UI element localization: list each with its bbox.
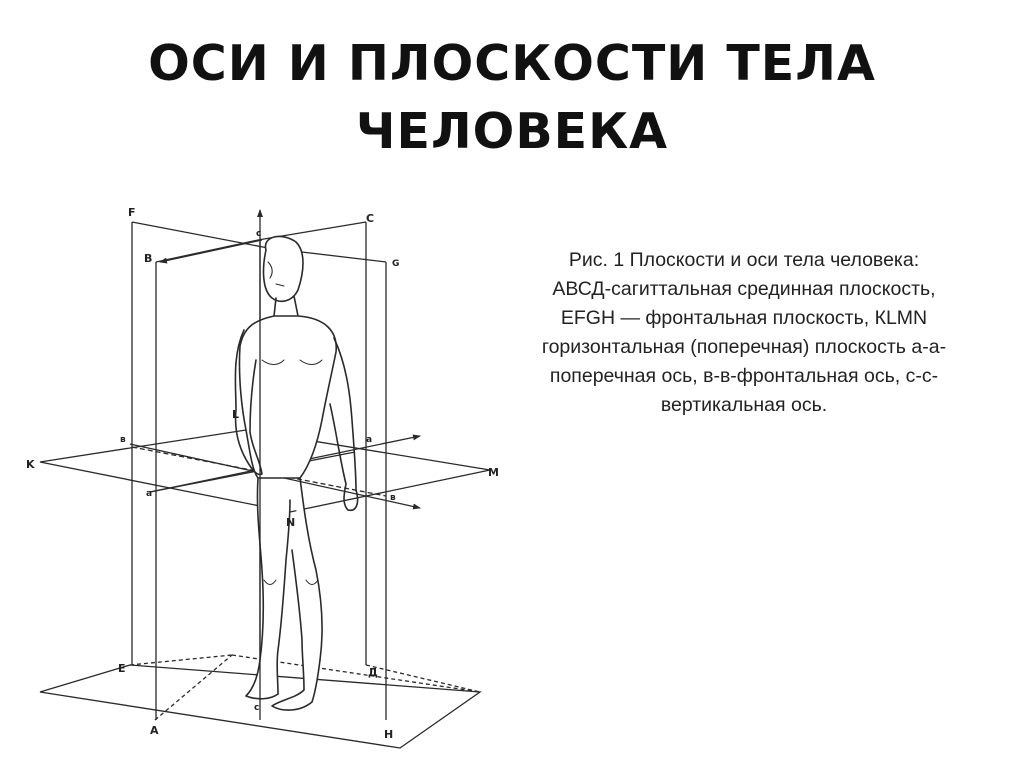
caption-line-6: вертикальная ось. (660, 394, 828, 416)
page-title-line-1: ОСИ И ПЛОСКОСТИ ТЕЛА (148, 35, 876, 92)
label-H: H (384, 728, 394, 741)
label-F: F (128, 206, 136, 219)
label-L: L (232, 408, 240, 421)
label-b-left: в (120, 435, 126, 445)
floor-mid-line (155, 655, 232, 720)
page-title-line-2: ЧЕЛОВЕКА (355, 103, 669, 160)
body-planes-diagram (0, 190, 520, 767)
sagittal-plane-top (156, 240, 258, 262)
label-D: Д (368, 666, 378, 679)
label-b-right: в (390, 493, 396, 503)
label-A: A (150, 724, 159, 737)
floor-front-line (130, 655, 232, 665)
label-B: B (144, 252, 153, 265)
figure-caption (470, 246, 1018, 420)
caption-line-5: поперечная ось, в-в-фронтальная ось, с-с- (549, 365, 939, 387)
caption-line-3: EFGH — фронтальная плоскость, КLMN (560, 307, 928, 329)
label-K: K (26, 458, 35, 471)
human-figure (235, 236, 357, 710)
label-G: G (392, 259, 400, 269)
label-M: M (488, 466, 499, 479)
label-c-top: c (256, 229, 262, 239)
label-C: C (366, 212, 375, 225)
label-a-right: a (366, 435, 373, 445)
frontal-axis-b (160, 240, 262, 262)
page-title (0, 30, 1024, 166)
body-planes-svg (0, 190, 520, 767)
label-N: N (286, 516, 296, 529)
caption-line-1: Рис. 1 Плоскости и оси тела человека: (568, 249, 920, 271)
label-a-left: a (146, 489, 153, 499)
frontal-plane-top (132, 222, 268, 248)
caption-line-2: АВСД-сагиттальная срединная плоскость, (552, 278, 936, 300)
label-E: E (118, 662, 126, 675)
label-c-bottom: c (254, 703, 260, 713)
caption-line-4: горизонтальная (поперечная) плоскость а-а- (541, 336, 947, 358)
